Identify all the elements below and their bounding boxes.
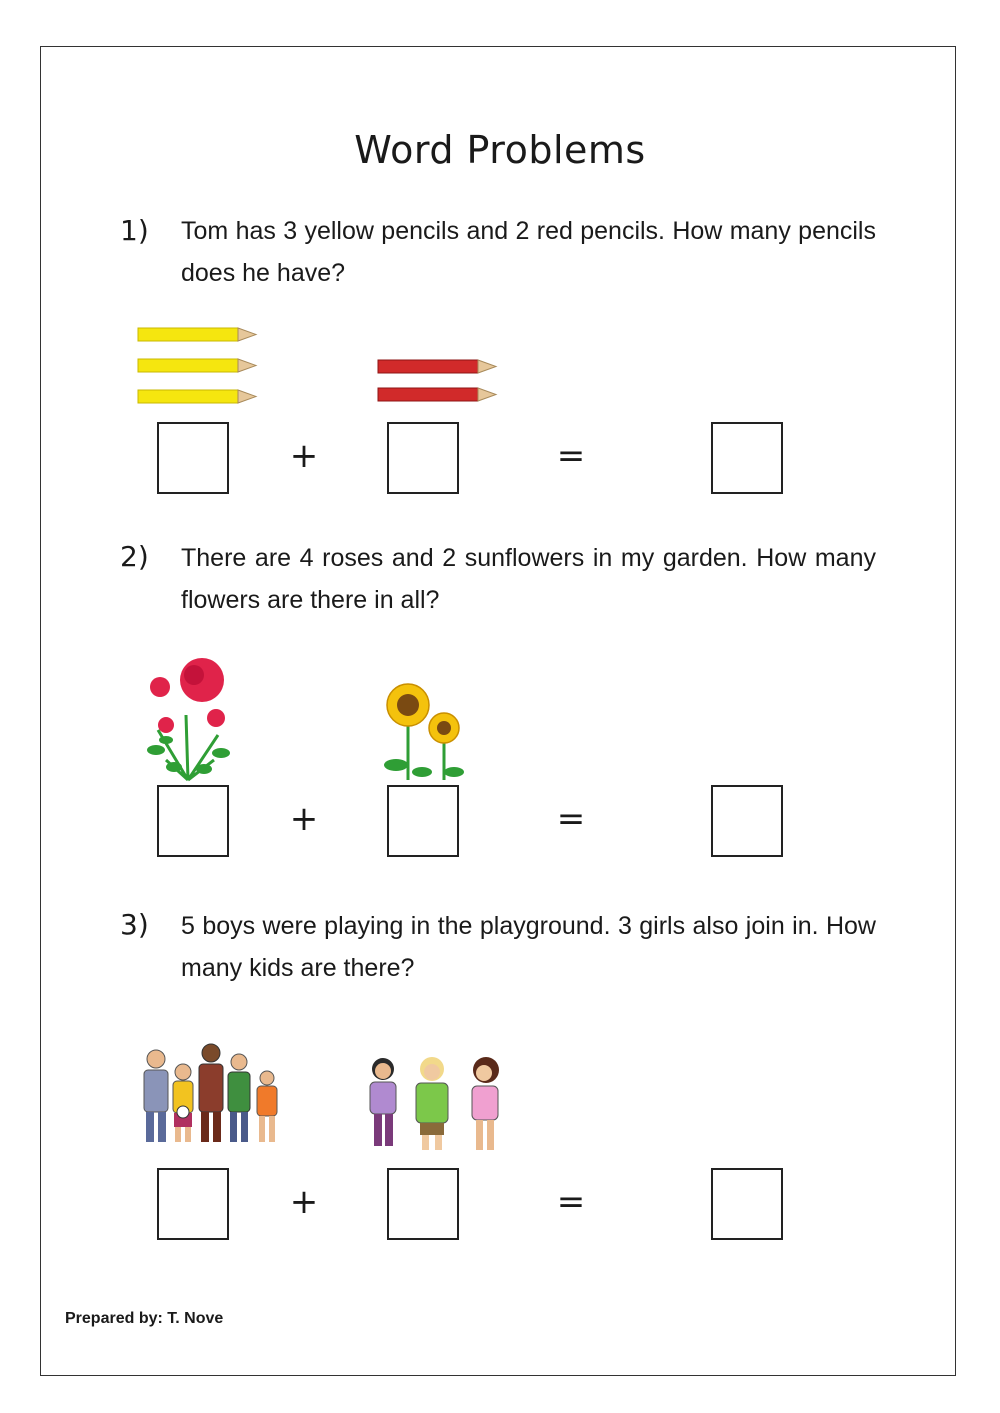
problem-2-number: 2)	[120, 540, 149, 573]
red-pencil	[378, 360, 496, 373]
equals-sign: =	[556, 436, 586, 476]
answer-box-addend-2[interactable]	[387, 1168, 459, 1240]
boy	[257, 1071, 277, 1142]
sunflower	[429, 713, 459, 743]
girls-image	[358, 1052, 510, 1157]
girl	[416, 1057, 448, 1150]
boy	[228, 1054, 250, 1142]
boy	[173, 1064, 193, 1142]
answer-box-addend-2[interactable]	[387, 785, 459, 857]
girl	[472, 1057, 499, 1150]
equals-sign: =	[556, 799, 586, 839]
red-pencils-image	[376, 352, 506, 412]
yellow-pencils-image	[136, 322, 266, 412]
sunflower	[387, 684, 429, 726]
plus-sign: +	[289, 799, 319, 839]
problem-3-number: 3)	[120, 908, 149, 941]
answer-box-sum[interactable]	[711, 785, 783, 857]
yellow-pencil	[138, 359, 256, 372]
roses-image	[136, 655, 241, 785]
answer-box-addend-1[interactable]	[157, 1168, 229, 1240]
problem-1-text: Tom has 3 yellow pencils and 2 red pencils. How many pencils does he have?	[181, 217, 876, 287]
answer-box-sum[interactable]	[711, 422, 783, 494]
rose-flower	[150, 677, 170, 697]
equals-sign: =	[556, 1182, 586, 1222]
page-title: Word Problems	[354, 128, 646, 172]
rose-flower	[207, 709, 225, 727]
problem-1-number: 1)	[120, 214, 149, 247]
answer-box-addend-1[interactable]	[157, 785, 229, 857]
plus-sign: +	[289, 436, 319, 476]
boy	[144, 1050, 168, 1142]
girl	[370, 1058, 396, 1146]
boys-image	[136, 1042, 284, 1147]
rose-flower	[158, 717, 174, 733]
plus-sign: +	[289, 1182, 319, 1222]
yellow-pencil	[138, 328, 256, 341]
boy	[199, 1044, 223, 1142]
problem-3-text: 5 boys were playing in the playground. 3 girls also join in. How many kids are there?	[181, 912, 876, 982]
problem-2-text: There are 4 roses and 2 sunflowers in my garden. How many flowers are there in all?	[181, 544, 876, 614]
answer-box-sum[interactable]	[711, 1168, 783, 1240]
sunflowers-image	[382, 680, 467, 785]
red-pencil	[378, 388, 496, 401]
prepared-by-footer: Prepared by: T. Nove	[65, 1310, 224, 1327]
answer-box-addend-2[interactable]	[387, 422, 459, 494]
yellow-pencil	[138, 390, 256, 403]
answer-box-addend-1[interactable]	[157, 422, 229, 494]
